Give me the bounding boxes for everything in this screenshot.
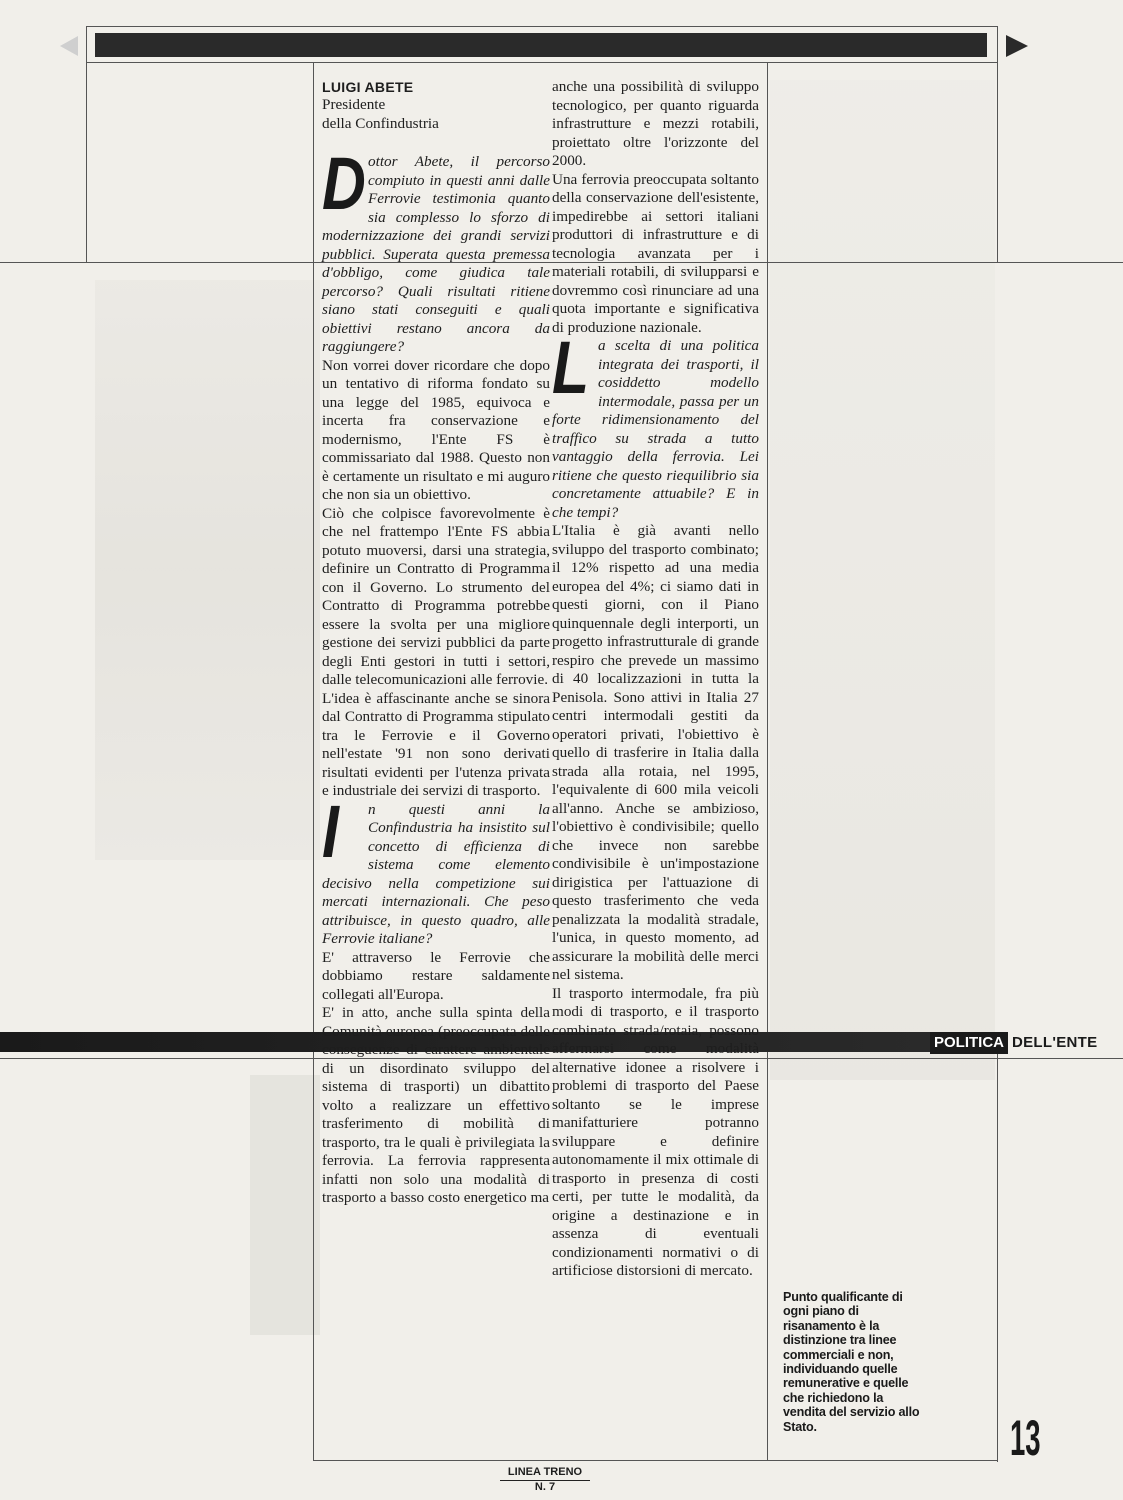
author-name: LUIGI ABETE	[322, 79, 414, 95]
top-inner-rule	[86, 62, 998, 63]
answer-1-paragraph-2: Ciò che colpisce favorevolmente è che nel frattempo l'Ente FS abbia potuto muoversi, darsi una strategia, definire un Contratto di Programma con il Governo. Lo strumento del Contratto di Programma potrebbe essere la svolta per una migliore gestione dei servizi pubblici da parte degli Enti gestori in tutti i settori, dalle telecomunicazioni alle ferrovie.	[322, 504, 550, 688]
section-tag	[934, 1032, 1101, 1054]
author-role-line2: della Confindustria	[322, 114, 439, 132]
frame-right-edge-top	[997, 62, 998, 262]
column-divider-left	[313, 62, 314, 1460]
dropcap-d: D	[322, 142, 366, 225]
footer-issue: N. 7	[500, 1480, 590, 1494]
question-3	[552, 326, 759, 522]
column-divider-right	[767, 62, 768, 1460]
section-primary: POLITICA	[930, 1032, 1008, 1054]
background-photo-ghost	[95, 280, 320, 860]
question-1-text: ottor Abete, il percorso compiuto in questi anni dalle Ferrovie testimonia quanto sia complesso lo sforzo di modernizzazione dei grandi servizi pubblici. Superata questa premessa d'obbligo, come giudica tale percorso? Quali risultati ritiene siano stati conseguiti e quali obiettivi restano ancora da raggiungere?	[322, 153, 550, 355]
question-3-text: a scelta di una politica integrata dei trasporti, il cosiddetto modello intermodale, passa per un forte ridimensionamento del traffico su strada a tutto vantaggio della ferrovia. Lei ritiene che questo riequilibrio sia concretamente attuabile? E in che tempi?	[552, 337, 759, 521]
top-rule-bar	[95, 33, 987, 57]
answer-2-paragraph-4: Una ferrovia preoccupata soltanto della conservazione dell'esistente, impedirebbe ai settori italiani produttori di infrastrutture e di tecnologia avanzata per i materiali rotabili, di svilupparsi e dovremmo così rinunciare ad una quota importante e significativa di produzione nazionale.	[552, 170, 759, 336]
background-photo-ghost-lower	[250, 1075, 320, 1335]
answer-3-paragraph-1: L'Italia è già avanti nello sviluppo del trasporto combinato; il 12% rispetto ad una media europea del 4%; ci siamo dati in questi giorni, con il Piano quinquennale degli interporti, un progetto infrastrutturale di grande respiro che prevede un massimo di 40 localizzazioni in tutta la Penisola. Sono attivi in Italia 27 centri intermodali gestiti da operatori privati, l'obiettivo è quello di trasferire in Italia dalla strada alla rotaia, nel 1995, l'equivalente di 600 mila veicoli all'anno. Anche se ambizioso, l'obiettivo è condivisibile; quello che invece non sarebbe condivisibile è un'impostazione dirigistica per l'attuazione di questo trasferimento che veda penalizzata la modalità stradale, l'unica, in questo momento, ad assicurare la mobilità delle merci nel sistema.	[552, 522, 759, 983]
arrow-right-icon	[1006, 35, 1028, 57]
dropcap-l: L	[552, 326, 590, 409]
answer-2-paragraph-1: E' attraverso le Ferrovie che dobbiamo restare saldamente collegati all'Europa.	[322, 948, 550, 1003]
article-column-2	[552, 78, 759, 1281]
arrow-left-icon	[60, 36, 78, 56]
dropcap-i: I	[322, 789, 339, 873]
article-column-1	[322, 78, 550, 1208]
answer-3-paragraph-2: Il trasporto intermodale, fra più modi di trasporto, e il trasporto combinato strada/rotaia, possono affermarsi come modalità alternative idonee a risolvere i problemi di trasporto del Paese soltanto se le imprese manifatturiere potranno sviluppare e definire autonomamente il mix ottimale di trasporto in presenza di costi certi, per tutte le modalità, da origine a destinazione e in assenza di eventuali condizionamenti normativi o di artificiose distorsioni di mercato.	[552, 984, 759, 1279]
section-secondary: DELL'ENTE	[1012, 1034, 1098, 1051]
answer-1-paragraph-3: L'idea è affascinante anche se sinora dal Contratto di Programma stipulato tra le Ferrovie e il Governo nell'estate '91 non sono derivati risultati evidenti per l'utenza privata e industriale dei servizi di trasporto.	[322, 689, 550, 799]
question-2	[322, 789, 550, 949]
footer	[500, 1466, 590, 1494]
author-role-line1: Presidente	[322, 96, 386, 113]
question-1	[322, 142, 550, 357]
sidebar-caption: Punto qualificante di ogni piano di risanamento è la distinzione tra linee commerciali e non, individuando quelle remunerative e quelle che richiedono la vendita del servizio allo Stato.	[783, 1290, 920, 1434]
bottom-rule	[313, 1460, 998, 1461]
author-role	[322, 96, 550, 133]
frame-right-edge-bottom	[997, 1052, 998, 1462]
question-2-text: n questi anni la Confindustria ha insistito sul concetto di efficienza di sistema come elemento decisivo nella competizione sui mercati internazionali. Che peso attribuisce, in questo quadro, alle Ferrovie italiane?	[322, 800, 550, 947]
answer-2-paragraph-2: E' in atto, anche sulla spinta della Comunità europea (preoccupata delle conseguenze di carattere ambientale di un disordinato sviluppo del sistema di trasporti) un dibattito volto a realizzare un effettivo trasferimento di mobilità di trasporto, tra le quali è privilegiata la ferrovia. La ferrovia rappresenta infatti non solo una modalità di trasporto a basso costo energetico ma	[322, 1004, 550, 1206]
answer-2-paragraph-3: anche una possibilità di sviluppo tecnologico, per quanto riguarda infrastrutture e mezzi rotabili, proiettato oltre l'orizzonte del 2000.	[552, 78, 759, 169]
page-number: 13	[1010, 1410, 1041, 1466]
answer-1-paragraph-1: Non vorrei dover ricordare che dopo un tentativo di riforma fondato su una legge del 1985, equivoca e incerta fra conservazione e modernismo, l'Ente FS è commissariato dal 1988. Questo non è certamente un risultato e mi auguro che non sia un obiettivo.	[322, 356, 550, 503]
footer-magazine: LINEA TRENO	[507, 1466, 583, 1478]
